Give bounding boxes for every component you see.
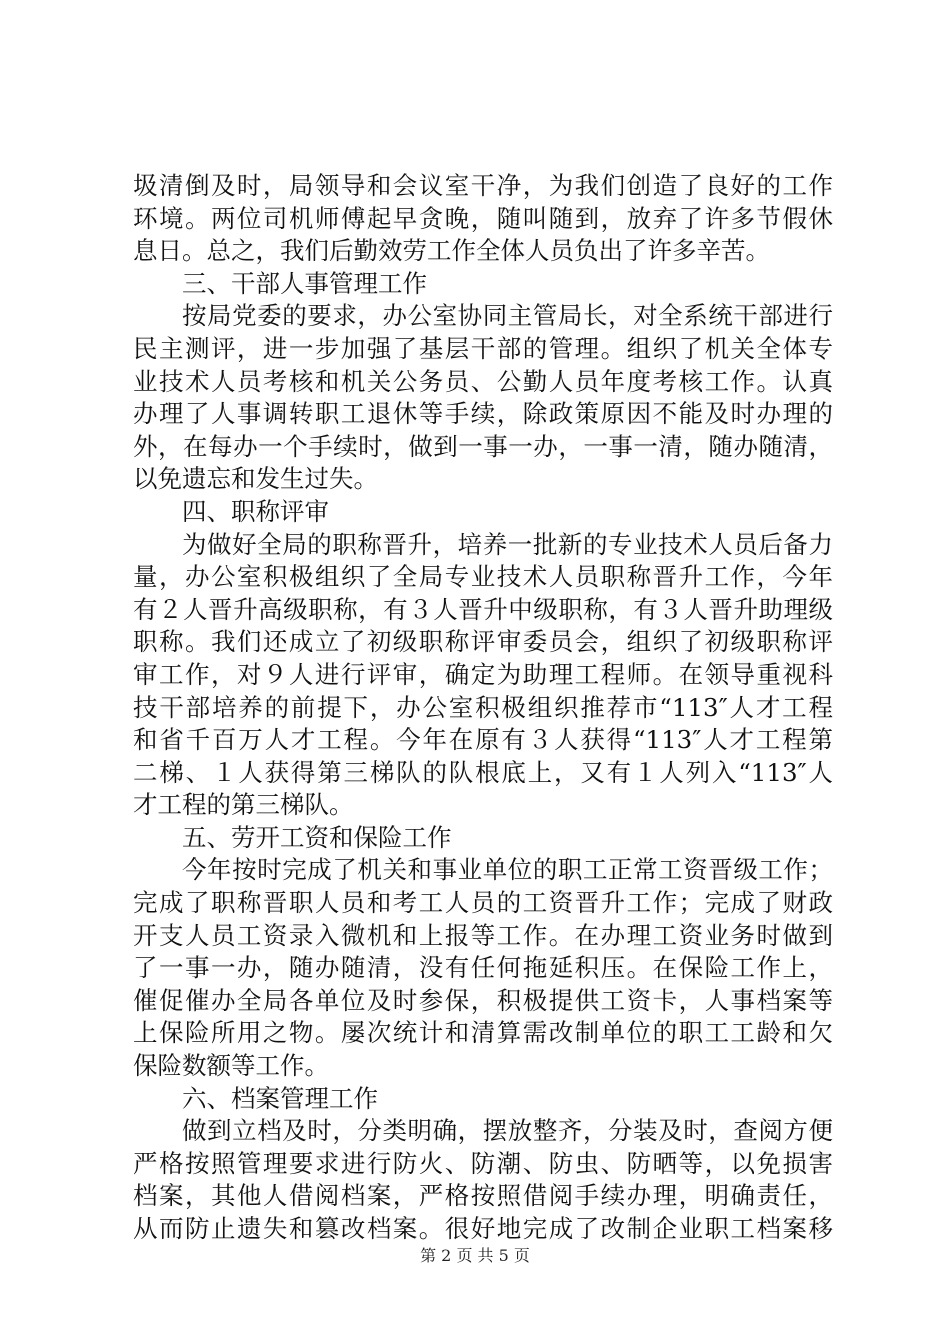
text-line: 档案，其他人借阅档案，严格按照借阅手续办理，明确责任， <box>133 1181 833 1211</box>
text-line: 严格按照管理要求进行防火、防潮、防虫、防晒等，以免损害 <box>133 1148 833 1178</box>
page-footer: 第 2 页 共 5 页 <box>420 1246 530 1265</box>
text-line: 催促催办全局各单位及时参保，积极提供工资卡，人事档案等 <box>133 985 833 1015</box>
text-line: 保险数额等工作。 <box>133 1051 329 1081</box>
text-line: 做到立档及时，分类明确，摆放整齐，分装及时，查阅方便 <box>182 1116 833 1146</box>
text-line: 技干部培养的前提下，办公室积极组织推荐市“113″人才工程 <box>133 692 833 722</box>
section-heading: 六、档案管理工作 <box>182 1083 378 1113</box>
text-line: 息日。总之，我们后勤效劳工作全体人员负出了许多辛苦。 <box>133 236 770 266</box>
section-heading: 三、干部人事管理工作 <box>182 268 427 298</box>
text-line: 外，在每办一个手续时，做到一事一办，一事一清，随办随清， <box>133 431 833 461</box>
text-line: 有２人晋升高级职称，有３人晋升中级职称，有３人晋升助理级 <box>133 594 833 624</box>
text-line: 以免遗忘和发生过失。 <box>133 464 378 494</box>
text-line: 开支人员工资录入微机和上报等工作。在办理工资业务时做到 <box>133 920 833 950</box>
text-line: 和省千百万人才工程。今年在原有３人获得“113″人才工程第 <box>133 725 833 755</box>
text-line: 二梯、１人获得第三梯队的队根底上，又有１人列入“113″人 <box>133 757 833 787</box>
text-line: 业技术人员考核和机关公务员、公勤人员年度考核工作。认真 <box>133 366 833 396</box>
text-line: 职称。我们还成立了初级职称评审委员会，组织了初级职称评 <box>133 627 833 657</box>
text-line: 为做好全局的职称晋升，培养一批新的专业技术人员后备力 <box>182 529 833 559</box>
text-line: 按局党委的要求，办公室协同主管局长，对全系统干部进行 <box>182 301 833 331</box>
text-line: 办理了人事调转职工退休等手续，除政策原因不能及时办理的 <box>133 399 833 429</box>
text-line: 上保险所用之物。屡次统计和清算需改制单位的职工工龄和欠 <box>133 1018 833 1048</box>
text-line: 环境。两位司机师傅起早贪晚，随叫随到，放弃了许多节假休 <box>133 203 833 233</box>
text-line: 今年按时完成了机关和事业单位的职工正常工资晋级工作； <box>182 855 833 885</box>
body-text <box>133 170 833 1246</box>
text-line: 了一事一办，随办随清，没有任何拖延积压。在保险工作上， <box>133 953 833 983</box>
text-line: 审工作，对９人进行评审，确定为助理工程师。在领导重视科 <box>133 659 833 689</box>
text-line: 完成了职称晋职人员和考工人员的工资晋升工作；完成了财政 <box>133 888 833 918</box>
text-line: 才工程的第三梯队。 <box>133 790 354 820</box>
text-line: 从而防止遗失和篡改档案。很好地完成了改制企业职工档案移 <box>133 1214 833 1243</box>
text-line: 圾清倒及时，局领导和会议室干净，为我们创造了良好的工作 <box>133 171 833 200</box>
text-line: 量，办公室积极组织了全局专业技术人员职称晋升工作，今年 <box>133 562 833 592</box>
section-heading: 五、劳开工资和保险工作 <box>182 822 452 852</box>
section-heading: 四、职称评审 <box>182 496 329 526</box>
text-line: 民主测评，进一步加强了基层干部的管理。组织了机关全体专 <box>133 333 833 363</box>
